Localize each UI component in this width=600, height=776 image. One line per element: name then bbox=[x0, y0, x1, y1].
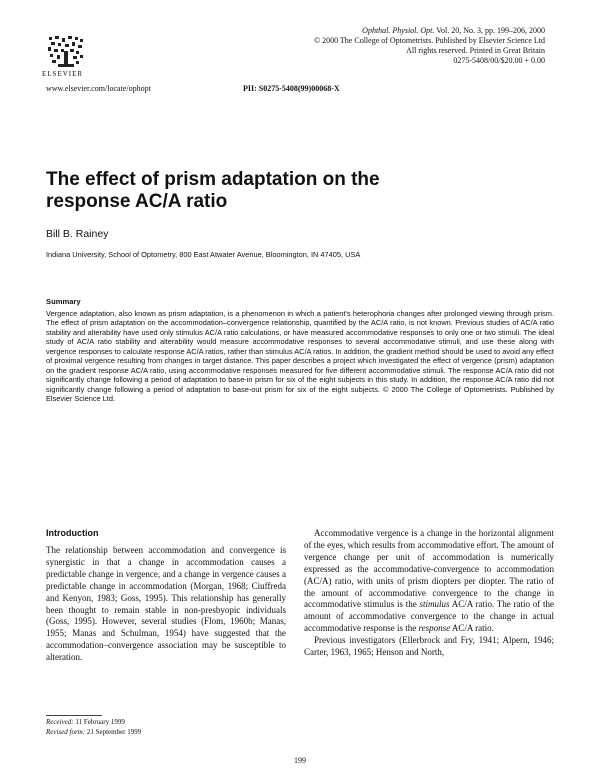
author-affiliation: Indiana University, School of Optometry, 800 East Atwater Avenue, Bloomington, IN 47405, USA bbox=[46, 250, 361, 259]
received-date-line: Received: 11 February 1999 bbox=[46, 718, 125, 726]
stimulus-term: stimulus bbox=[419, 599, 450, 610]
article-title: The effect of prism adaptation on the response AC/A ratio bbox=[46, 169, 380, 212]
copyright-line: © 2000 The College of Optometrists. Published by Elsevier Science Ltd bbox=[313, 36, 545, 45]
author-name: Bill B. Rainey bbox=[46, 228, 109, 240]
journal-name: Ophthal. Physiol. Opt. bbox=[362, 26, 435, 35]
citation-details: Vol. 20, No. 3, pp. 199–206, 2000 bbox=[436, 26, 545, 35]
introduction-paragraph-2: Accommodative vergence is a change in the horizontal alignment of the eyes, which results from accommodative effort. The amount of vergence change per unit of accommodation is numerically expressed as the accommodative-convergence to accommodation (AC/A) ratio, with units of prism diopters per diopter. The ratio of the amount of accommodative convergence to the change in accommodative stimulus is the stimulus AC/A ratio. The ratio of the amount of accommodative convergence to the change in actual accommodative response is the response AC/A ratio. bbox=[304, 528, 554, 634]
revised-date-line: Revised form: 21 September 1999 bbox=[46, 727, 142, 736]
journal-header bbox=[245, 26, 545, 66]
left-column bbox=[46, 528, 286, 664]
introduction-heading: Introduction bbox=[46, 528, 99, 538]
introduction-paragraph-3: Previous investigators (Ellerbrock and Fry, 1941; Alpern, 1946; Carter, 1963, 1965; Henson and North, bbox=[304, 635, 554, 658]
summary-body: Vergence adaptation, also known as prism adaptation, is a phenomenon in which a patient's heterophoria changes after prolonged viewing through prism. The effect of prism adaptation on the accommodation–convergence relationship, quantified by the AC/A ratio, is not known. Previous studies of AC/A ratio stability and alterability have used only stimulus AC/A ratio calculations, or have measured accommodative responses to only one or two stimuli. The ideal study of AC/A ratio stability and alterability would measure accommodative responses to several accommodative stimuli, and use these along with vergence responses to calculate response AC/A ratios, rather than stimulus AC/A ratios. In addition, the gradient method should be used to avoid any effect of proximal vergence resulting from changes in target distance. This paper describes a project which investigated the effect of vergence (prism) adaptation on the gradient response AC/A ratio, using accommodative responses measured for five different accommodative stimuli. The response AC/A ratio did not significantly change following a period of adaptation to base-in prism for six of the eight subjects in this study. In addition, the response AC/A ratio did not significantly change following a period of adaptation to base-out prism for six of the eight subjects. © 2000 The College of Optometrists. Published by Elsevier Science Ltd. bbox=[46, 309, 554, 404]
citation-line bbox=[245, 26, 545, 36]
summary-heading: Summary bbox=[46, 297, 81, 306]
right-column bbox=[304, 528, 554, 659]
rights-line: All rights reserved. Printed in Great Britain bbox=[406, 46, 545, 55]
footnotes bbox=[46, 718, 141, 737]
page-number: 199 bbox=[294, 756, 306, 765]
pii-identifier: PII: S0275-5408(99)00068-X bbox=[243, 84, 340, 93]
response-term: response bbox=[418, 623, 451, 634]
issn-price: 0275-5408/00/$20.00 + 0.00 bbox=[453, 56, 545, 65]
journal-site-url[interactable]: www.elsevier.com/locate/ophopt bbox=[46, 84, 151, 93]
footnote-divider bbox=[46, 715, 102, 716]
publisher-logo-text: ELSEVIER bbox=[42, 70, 84, 78]
introduction-paragraph-1: The relationship between accommodation and convergence is synergistic in that a change in accommodation causes a predictable change in vergence, and a change in vergence causes a predictable change in accommodation (Morgan, 1968; Ciuffreda and Kenyon, 1983; Goss, 1995). This relationship has generally been thought to remain stable in non-presbyopic individuals (Goss, 1995). However, several studies (Flom, 1960b; Manas, 1955; Manas and Schulman, 1954) have suggested that the accommodation–convergence association may be susceptible to alteration. bbox=[46, 545, 286, 663]
